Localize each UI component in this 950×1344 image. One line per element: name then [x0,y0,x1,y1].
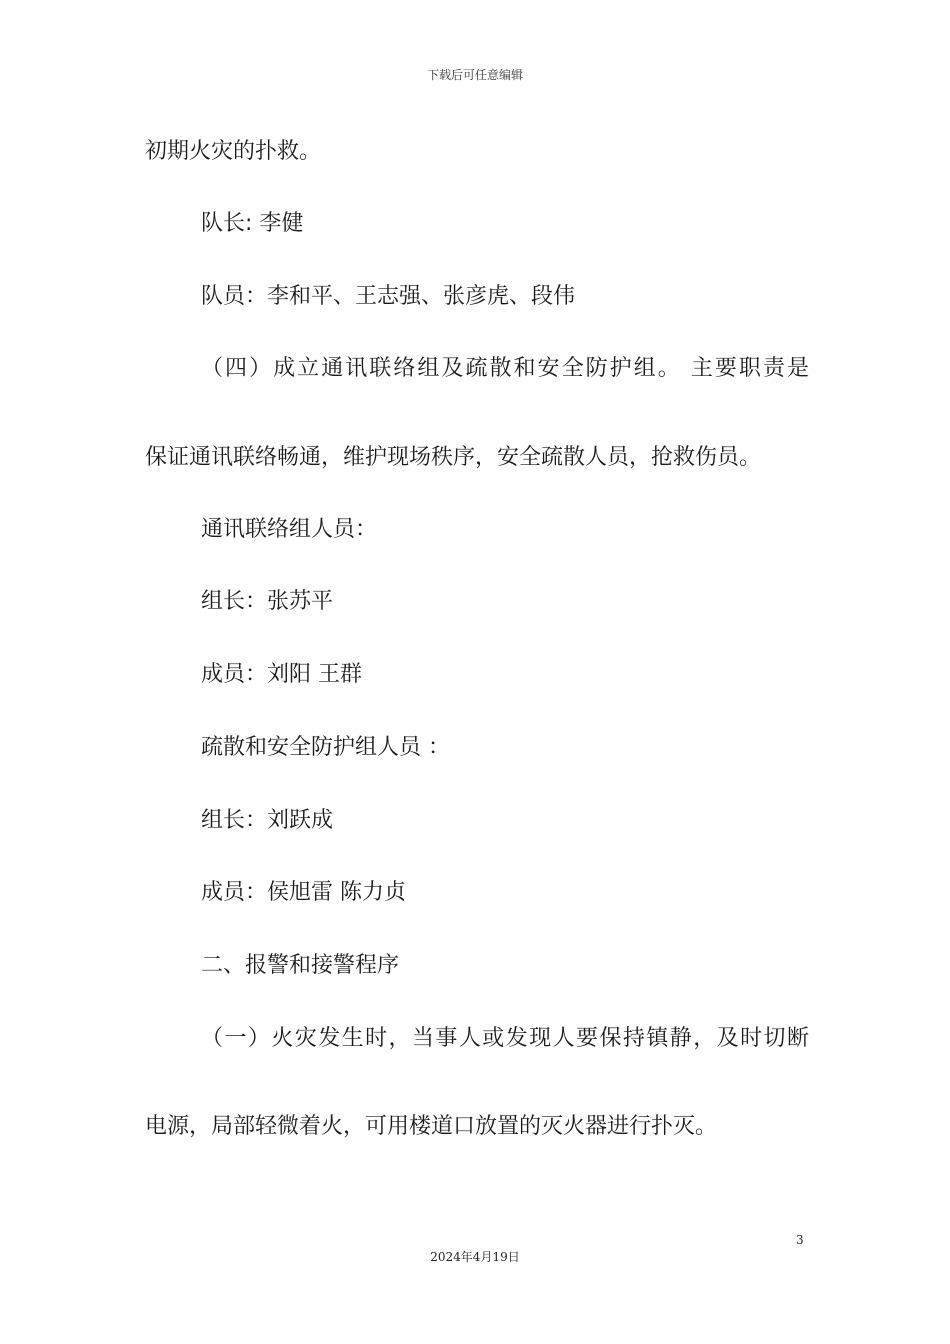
evacuation-leader-line: 组长：刘跃成 [201,808,334,833]
header-note: 下载后可任意编辑 [426,68,523,82]
evacuation-group-title: 疏散和安全防护组人员 ： [201,735,450,760]
paragraph-line: 初期火灾的扑救。 [145,139,322,164]
paragraph-line: 保证通讯联络畅通，维护现场秩序，安全疏散人员，抢救伤员。 [145,445,762,470]
procedure-paragraph-line: 电源，局部轻微着火，可用楼道口放置的灭火器进行扑灭。 [145,1114,718,1139]
section-four-heading: （四）成立通讯联络组及疏散和安全防护组。 主要职责是 [201,356,809,381]
communication-leader-line: 组长：张苏平 [201,589,334,614]
team-leader-line: 队长: 李健 [201,211,304,236]
section-two-heading: 二、报警和接警程序 [201,953,400,978]
team-members-line: 队员：李和平、王志强、张彦虎、段伟 [201,284,576,309]
communication-group-title: 通讯联络组人员： [201,517,378,542]
footer-date: 2024年4月19日 [430,1250,520,1264]
communication-members-line: 成员：刘阳 王群 [201,662,362,687]
evacuation-members-line: 成员：侯旭雷 陈力贞 [201,880,406,905]
procedure-paragraph-line: （一）火灾发生时，当事人或发现人要保持镇静，及时切断 [201,1026,809,1051]
page-number: 3 [796,1233,804,1247]
